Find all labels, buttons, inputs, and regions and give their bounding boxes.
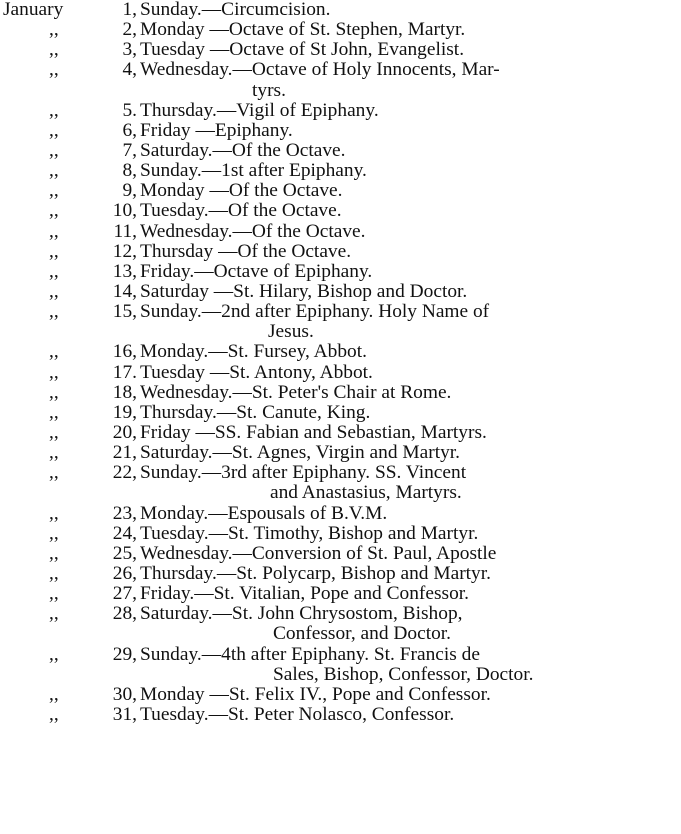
calendar-entry: [0, 121, 681, 141]
entry-line: [0, 101, 681, 121]
ditto-mark: ,,: [49, 683, 59, 705]
day-number: 12,: [112, 240, 137, 262]
entry-line: [0, 242, 681, 262]
day-number: 28,: [112, 603, 137, 625]
day-number: 13,: [112, 260, 137, 282]
calendar-entry: [0, 0, 681, 20]
ditto-mark: ,,: [49, 603, 59, 625]
calendar-entry: [0, 504, 681, 524]
day-number: 27,: [112, 583, 137, 605]
entry-line: [0, 342, 681, 362]
feast-text: Sunday.—1st after Epiphany.: [140, 160, 367, 182]
feast-text: Thursday —Of the Octave.: [140, 240, 352, 262]
entry-continuation-line: [0, 483, 681, 503]
ditto-mark: ,,: [49, 39, 59, 61]
calendar-entry: [0, 443, 681, 463]
entry-line: [0, 504, 681, 524]
entry-line: [0, 524, 681, 544]
calendar-entry: [0, 403, 681, 423]
ditto-mark: ,,: [49, 381, 59, 403]
feast-text-continuation: and Anastasius, Martyrs.: [270, 482, 462, 504]
feast-text: Monday.—Espousals of B.V.M.: [140, 502, 388, 524]
entry-line: [0, 201, 681, 221]
calendar-entry: [0, 60, 681, 100]
entry-line: [0, 363, 681, 383]
calendar-entry: [0, 222, 681, 242]
entry-continuation-line: [0, 665, 681, 685]
ditto-mark: ,,: [49, 139, 59, 161]
calendar-entry: [0, 201, 681, 221]
feast-text: Saturday —St. Hilary, Bishop and Doctor.: [140, 280, 468, 302]
calendar-entry: [0, 463, 681, 503]
calendar-entry: [0, 705, 681, 725]
feast-text: Sunday.—Circumcision.: [140, 0, 331, 20]
day-number: 4,: [122, 59, 137, 81]
feast-text: Monday —Of the Octave.: [140, 180, 343, 202]
ditto-mark: ,,: [49, 240, 59, 262]
entry-line: [0, 584, 681, 604]
calendar-entry: [0, 40, 681, 60]
ditto-mark: ,,: [49, 442, 59, 464]
ditto-mark: ,,: [49, 502, 59, 524]
entry-line: [0, 705, 681, 725]
day-number: 18,: [112, 381, 137, 403]
calendar-entry: [0, 363, 681, 383]
feast-text: Saturday.—St. Agnes, Virgin and Martyr.: [140, 442, 461, 464]
entry-line: [0, 161, 681, 181]
feast-text: Saturday.—St. John Chrysostom, Bishop,: [140, 603, 463, 625]
feast-text-continuation: Sales, Bishop, Confessor, Doctor.: [273, 663, 534, 685]
feast-text: Sunday.—3rd after Epiphany. SS. Vincent: [140, 462, 467, 484]
feast-text: Friday —Epiphany.: [140, 119, 293, 141]
calendar-entry: [0, 564, 681, 584]
ditto-mark: ,,: [49, 19, 59, 41]
feast-text: Tuesday.—St. Timothy, Bishop and Martyr.: [140, 522, 479, 544]
day-number: 9,: [122, 180, 137, 202]
month-label: January: [3, 0, 64, 20]
feast-text: Monday —Octave of St. Stephen, Martyr.: [140, 19, 466, 41]
day-number: 15,: [112, 301, 137, 323]
entry-line: [0, 383, 681, 403]
day-number: 3,: [122, 39, 137, 61]
day-number: 20,: [112, 421, 137, 443]
day-number: 23,: [112, 502, 137, 524]
entry-continuation-line: [0, 81, 681, 101]
feast-text: Tuesday.—Of the Octave.: [140, 200, 342, 222]
feast-text: Tuesday —Octave of St John, Evangelist.: [140, 39, 465, 61]
feast-text: Tuesday —St. Antony, Abbot.: [140, 361, 373, 383]
feast-text-continuation: tyrs.: [252, 79, 286, 101]
entry-line: [0, 121, 681, 141]
ditto-mark: ,,: [49, 341, 59, 363]
day-number: 24,: [112, 522, 137, 544]
ditto-mark: ,,: [49, 180, 59, 202]
ditto-mark: ,,: [49, 119, 59, 141]
ditto-mark: ,,: [49, 280, 59, 302]
feast-text: Friday —SS. Fabian and Sebastian, Martyrs.: [140, 421, 487, 443]
day-number: 17.: [112, 361, 137, 383]
day-number: 29,: [112, 643, 137, 665]
feast-text: Sunday.—2nd after Epiphany. Holy Name of: [140, 301, 490, 323]
feast-text-continuation: Confessor, and Doctor.: [273, 623, 452, 645]
feast-text: Sunday.—4th after Epiphany. St. Francis de: [140, 643, 480, 665]
calendar-entry: [0, 141, 681, 161]
calendar-entry: [0, 645, 681, 685]
feast-text: Saturday.—Of the Octave.: [140, 139, 346, 161]
ditto-mark: ,,: [49, 522, 59, 544]
entry-line: [0, 604, 681, 624]
day-number: 7,: [122, 139, 137, 161]
calendar-entry: [0, 20, 681, 40]
feast-text-continuation: Jesus.: [268, 321, 314, 343]
calendar-entry: [0, 262, 681, 282]
day-number: 30,: [112, 683, 137, 705]
day-number: 10,: [112, 200, 137, 222]
ditto-mark: ,,: [49, 200, 59, 222]
ditto-mark: ,,: [49, 99, 59, 121]
calendar-entry: [0, 383, 681, 403]
feast-text: Friday.—St. Vitalian, Pope and Confessor.: [140, 583, 469, 605]
day-number: 2,: [122, 19, 137, 41]
day-number: 6,: [122, 119, 137, 141]
feast-text: Thursday.—St. Canute, King.: [140, 401, 371, 423]
day-number: 21,: [112, 442, 137, 464]
calendar-entry: [0, 544, 681, 564]
entry-line: [0, 645, 681, 665]
day-number: 31,: [112, 703, 137, 725]
entry-line: [0, 20, 681, 40]
calendar-entry: [0, 584, 681, 604]
day-number: 14,: [112, 280, 137, 302]
ditto-mark: ,,: [49, 542, 59, 564]
entry-line: [0, 282, 681, 302]
ditto-mark: ,,: [49, 401, 59, 423]
ditto-mark: ,,: [49, 59, 59, 81]
entry-line: [0, 685, 681, 705]
day-number: 8,: [122, 160, 137, 182]
feast-text: Wednesday.—Octave of Holy Innocents, Mar-: [140, 59, 500, 81]
ditto-mark: ,,: [49, 583, 59, 605]
entry-line: [0, 403, 681, 423]
day-number: 19,: [112, 401, 137, 423]
ditto-mark: ,,: [49, 421, 59, 443]
calendar-entry: [0, 342, 681, 362]
entry-line: [0, 181, 681, 201]
calendar-entry: [0, 524, 681, 544]
ditto-mark: ,,: [49, 462, 59, 484]
calendar-entry: [0, 242, 681, 262]
ditto-mark: ,,: [49, 160, 59, 182]
feast-text: Monday —St. Felix IV., Pope and Confessor.: [140, 683, 491, 705]
entry-line: [0, 423, 681, 443]
entry-line: [0, 443, 681, 463]
day-number: 25,: [112, 542, 137, 564]
calendar-entry: [0, 302, 681, 342]
entry-line: [0, 60, 681, 80]
calendar-entry: [0, 101, 681, 121]
day-number: 16,: [112, 341, 137, 363]
calendar-entry: [0, 161, 681, 181]
entry-line: [0, 40, 681, 60]
ditto-mark: ,,: [49, 301, 59, 323]
entry-continuation-line: [0, 322, 681, 342]
feast-text: Friday.—Octave of Epiphany.: [140, 260, 373, 282]
calendar-entry: [0, 181, 681, 201]
entry-line: [0, 0, 681, 20]
day-number: 26,: [112, 562, 137, 584]
entry-line: [0, 141, 681, 161]
entry-line: [0, 463, 681, 483]
feast-text: Tuesday.—St. Peter Nolasco, Confessor.: [140, 703, 455, 725]
ditto-mark: ,,: [49, 220, 59, 242]
day-number: 5.: [122, 99, 137, 121]
entry-line: [0, 262, 681, 282]
feast-text: Wednesday.—Of the Octave.: [140, 220, 366, 242]
feast-text: Wednesday.—Conversion of St. Paul, Apostle: [140, 542, 497, 564]
calendar-entry: [0, 685, 681, 705]
feast-text: Wednesday.—St. Peter's Chair at Rome.: [140, 381, 452, 403]
day-number: 1,: [122, 0, 137, 20]
feast-text: Monday.—St. Fursey, Abbot.: [140, 341, 367, 363]
ditto-mark: ,,: [49, 260, 59, 282]
feast-text: Thursday.—Vigil of Epiphany.: [140, 99, 379, 121]
calendar-entry: [0, 423, 681, 443]
ditto-mark: ,,: [49, 643, 59, 665]
calendar-entry: [0, 604, 681, 644]
ditto-mark: ,,: [49, 562, 59, 584]
entry-line: [0, 564, 681, 584]
day-number: 11,: [113, 220, 137, 242]
entry-line: [0, 544, 681, 564]
entry-line: [0, 222, 681, 242]
calendar-entry: [0, 282, 681, 302]
entry-continuation-line: [0, 624, 681, 644]
day-number: 22,: [112, 462, 137, 484]
ditto-mark: ,,: [49, 361, 59, 383]
entry-line: [0, 302, 681, 322]
feast-text: Thursday.—St. Polycarp, Bishop and Martyr.: [140, 562, 491, 584]
ditto-mark: ,,: [49, 703, 59, 725]
